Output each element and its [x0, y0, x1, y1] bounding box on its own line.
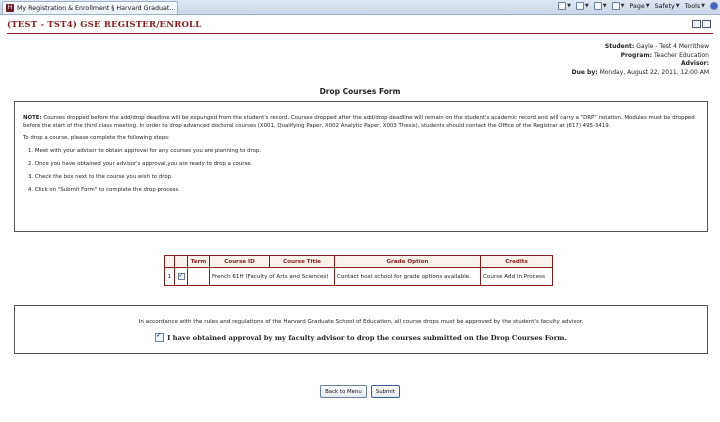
due-line — [572, 69, 709, 78]
col-header-term: Term — [188, 256, 210, 268]
program-label: Program: — [620, 51, 653, 59]
chevron-down-icon: ▼ — [645, 3, 650, 9]
col-header-credits: Credits — [481, 256, 553, 268]
drop-checkbox-cell — [175, 268, 188, 286]
advisor-line — [572, 60, 709, 69]
due-label: Due by: — [571, 68, 598, 76]
print-icon[interactable] — [702, 20, 711, 28]
chevron-down-icon: ▼ — [675, 3, 680, 9]
col-header-num — [165, 256, 175, 268]
submit-button[interactable]: Submit — [371, 385, 400, 398]
steps-list — [28, 147, 701, 195]
page-menu[interactable] — [630, 3, 650, 10]
due-value: Monday, August 22, 2011, 12:00 AM — [599, 68, 709, 76]
feeds-button[interactable] — [576, 2, 589, 10]
page-menu-label: Page — [629, 2, 645, 10]
form-actions — [0, 385, 720, 398]
credits-cell: Course Add in Process — [481, 268, 553, 286]
tools-menu-label: Tools — [684, 2, 701, 10]
approval-rules-text: In accordance with the rules and regulations of the Harvard Graduate School of Education, all course drops must be approved by the student's faculty advisor. — [138, 319, 584, 325]
safety-menu[interactable] — [655, 3, 680, 10]
student-line — [572, 43, 709, 52]
program-value: Teacher Education — [653, 51, 709, 59]
advisor-label: Advisor: — [681, 60, 709, 68]
form-title: Drop Courses Form — [319, 87, 401, 96]
col-header-course-title: Course Title — [270, 256, 335, 268]
approval-checkbox-row — [15, 333, 707, 342]
chevron-down-icon: ▼ — [602, 3, 607, 9]
page-title: (TEST - TST4) GSE REGISTER/ENROLL — [7, 20, 202, 30]
print-icon — [612, 2, 620, 10]
home-button[interactable] — [558, 2, 571, 10]
student-label: Student: — [604, 43, 635, 50]
mail-button[interactable] — [594, 2, 607, 10]
table-header-row — [165, 256, 553, 268]
step-item: 3. Check the box next to the course you wish to drop. — [28, 174, 173, 181]
col-header-grade-option: Grade Option — [335, 256, 481, 268]
command-bar — [558, 2, 718, 10]
step-item: 2. Once you have obtained your advisor's approval,you are ready to drop a course. — [28, 160, 253, 167]
courses-table — [164, 255, 553, 286]
grade-option-cell: Contact host school for grade options available. — [335, 268, 481, 286]
note-paragraph — [23, 114, 701, 130]
approval-checkbox-label[interactable]: I have obtained approval by my faculty advisor to drop the courses submitted on the Drop Courses Form. — [167, 333, 567, 342]
browser-tab-bar — [0, 0, 720, 15]
student-value: Gayle - Test 4 Merrithew — [636, 43, 709, 50]
print-button[interactable] — [612, 2, 625, 10]
note-box — [14, 101, 708, 232]
step-item: 4. Click on "Submit Form" to complete the drop process. — [28, 187, 180, 194]
course-id-cell: French 61H (Faculty of Arts and Sciences) — [210, 268, 335, 286]
safety-menu-label: Safety — [654, 2, 675, 10]
term-cell — [188, 268, 210, 286]
step-item: 1. Meet with your advisor to obtain approval for any courses you are planning to drop. — [28, 147, 262, 154]
note-label: NOTE: — [23, 115, 42, 121]
feeds-icon — [576, 2, 584, 10]
site-favicon-icon: H — [7, 4, 13, 11]
approval-checkbox[interactable] — [155, 333, 164, 342]
mail-icon — [594, 2, 602, 10]
table-row — [165, 268, 553, 286]
help-icon — [710, 2, 718, 10]
help-button[interactable] — [710, 2, 718, 10]
back-to-menu-button[interactable]: Back to Menu — [320, 385, 367, 398]
browser-tab[interactable] — [2, 1, 178, 14]
student-info — [572, 43, 709, 77]
row-number: 1 — [165, 268, 175, 286]
col-header-course-id: Course ID — [210, 256, 270, 268]
approval-box — [14, 305, 708, 354]
chevron-down-icon: ▼ — [567, 3, 571, 9]
expand-icon[interactable] — [692, 20, 701, 28]
program-line — [572, 52, 709, 61]
chevron-down-icon: ▼ — [701, 3, 705, 9]
note-text: Courses dropped before the add/drop deadline will be expunged from the student's record. Courses dropped after the add/drop deadline will remain on the student's academic record and will carry a "DRP" notation. Modules must be dropped before the start of the third class meeting. In order to drop advanced doctoral courses (X001, Qualifying Paper, X002 Analytic Paper, X003 Thesis), students should contact the Office of the Registrar at (617) 495-3419. — [23, 115, 695, 130]
header-divider — [7, 33, 713, 34]
steps-intro: To drop a course, please complete the following steps: — [23, 135, 170, 142]
col-header-select — [175, 256, 188, 268]
drop-course-checkbox[interactable] — [178, 273, 185, 280]
browser-tab-title: My Registration & Enrollment § Harvard Graduat... — [17, 4, 176, 12]
chevron-down-icon: ▼ — [584, 3, 589, 9]
tools-menu[interactable] — [685, 3, 705, 10]
header-actions — [692, 20, 711, 28]
chevron-down-icon: ▼ — [620, 3, 625, 9]
home-icon — [558, 2, 566, 10]
